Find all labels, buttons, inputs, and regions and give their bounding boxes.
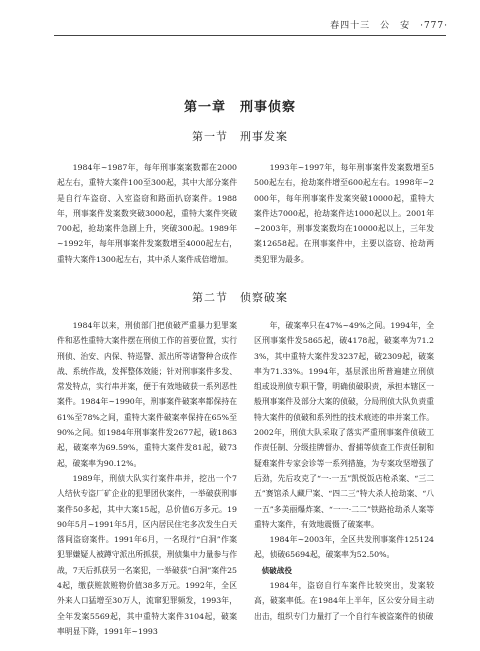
section1-right-column bbox=[254, 160, 434, 267]
running-header: 春四十三 公 安 ·777· bbox=[330, 21, 448, 31]
paragraph: 1993年~1997年，每年刑事案件发案数增至5500起左右，抢劫案件增至600起左右。1998年~2000年，每年刑事案件发案突破10000起，重特大案件达7000起，抢劫案件达1000起以上。2001年~2003年，刑事发案数均在10000起以上，三年发案12658起。在刑事案件中，主要以盗窃、抢劫两类犯罪为最多。 bbox=[254, 163, 434, 264]
subheading: 侦破战役 bbox=[261, 565, 292, 575]
section2-left-column bbox=[57, 318, 237, 639]
paragraph: 1984年以来，刑侦部门把侦破严重暴力犯罪案件和恶性重特大案件摆在刑侦工作的首要位置，实行刑侦、治安、内保、特巡警、派出所等诸警种合成作战、系统作战，发挥整体效能；针对刑事案件多发、常发特点，实行串并案，便于有效地破获一系列恶性案件。1984年~1990年，刑事案件破案率都保持在61%至78%之间，重特大案件破案率保持在65%至90%之间。如1984年刑事案件发2677起，破1863起，破案率为69.59%，重特大案件发81起，破73起，破案率为90.12%。 bbox=[57, 321, 237, 468]
section1-left-column bbox=[57, 160, 237, 267]
chapter-title: 第一章 刑事侦察 bbox=[183, 100, 296, 115]
section-title-case-occurrence: 第一节 刑事发案 bbox=[192, 130, 288, 143]
section-title-investigation: 第二节 侦察破案 bbox=[192, 291, 288, 304]
section2-right-column bbox=[254, 318, 434, 624]
header-divider bbox=[54, 35, 446, 36]
paragraph: 年，破案率只在47%~49%之间。1994年，全区刑事案件发5865起，破4178起，破案率为71.23%，其中重特大案件发3237起，破2309起，破案率为71.33%。1994年，基层派出所普遍建立刑侦组或设刑侦专职干警，明确侦破职责，承担本辖区一般刑事案件及部分大案的侦破，分局刑侦大队负责重特大案件的侦破和系列性的技术痕迹的串并案工作。2002年，刑侦大队采取了落实严重刑事案件侦破工作责任制、分级挂牌督办、督捕等侦查工作责任制和疑难案件专家会诊等一系列措施，为专案攻坚增强了后劲，先后攻克了“一·一五”凯悦饭店枪杀案、“三二五”赛馆杀人藏尸案、“四二三”特大杀人抢劫案、“八一五”多美丽爆炸案、“一一·二二”铁路抢劫杀人案等重特大案件，有效地震慑了破案率。 bbox=[254, 321, 434, 529]
paragraph: 1989年，刑侦大队实行案件串并，挖出一个7人结伙专盗厂矿企业的犯罪团伙案件，一举破获刑事案件50多起，其中大案15起，总价值6万多元。1990年5月~1991年5月，区内居民住宅多次发生白天落间盗窃案件。1991年6月，一名现行“白洞”作案犯罪嫌疑人被蹲守派出所抓获，刑侦集中力量参与作战，7天后抓获另一名案犯，一举破获“白洞”案件254起，缴获赃款赃物价值38多万元。1992年，全区外来人口猛增至30万人，流窜犯罪频发，1993年，全年发案5569起，其中重特大案件3104起，破案率明显下降，1991年~1993 bbox=[57, 473, 237, 636]
paragraph: 1984年~2003年，全区共发刑事案件125124起，侦破65694起，破案率为52.50%。 bbox=[254, 535, 434, 560]
paragraph: 1984年，盗窃自行车案件比较突出，发案较高，破案率低。在1984年上半年，区公安分局主动出击，组织专门力量打了一个自行车被盗案件的侦破 bbox=[254, 581, 434, 621]
paragraph: 1984年~1987年，每年刑事案案数都在2000起左右，重特大案件100至300起，其中大部分案件是自行车盗窃、入室盗窃和路面扒窃案件。1988年，刑事案件发案数突破3000起，重特大案件突破700起，抢劫案件急剧上升，突破300起。1989年~1992年，每年刑事案件发案数增至4000起左右，重特大案件1300起左右，其中杀人案件成倍增加。 bbox=[57, 163, 237, 264]
